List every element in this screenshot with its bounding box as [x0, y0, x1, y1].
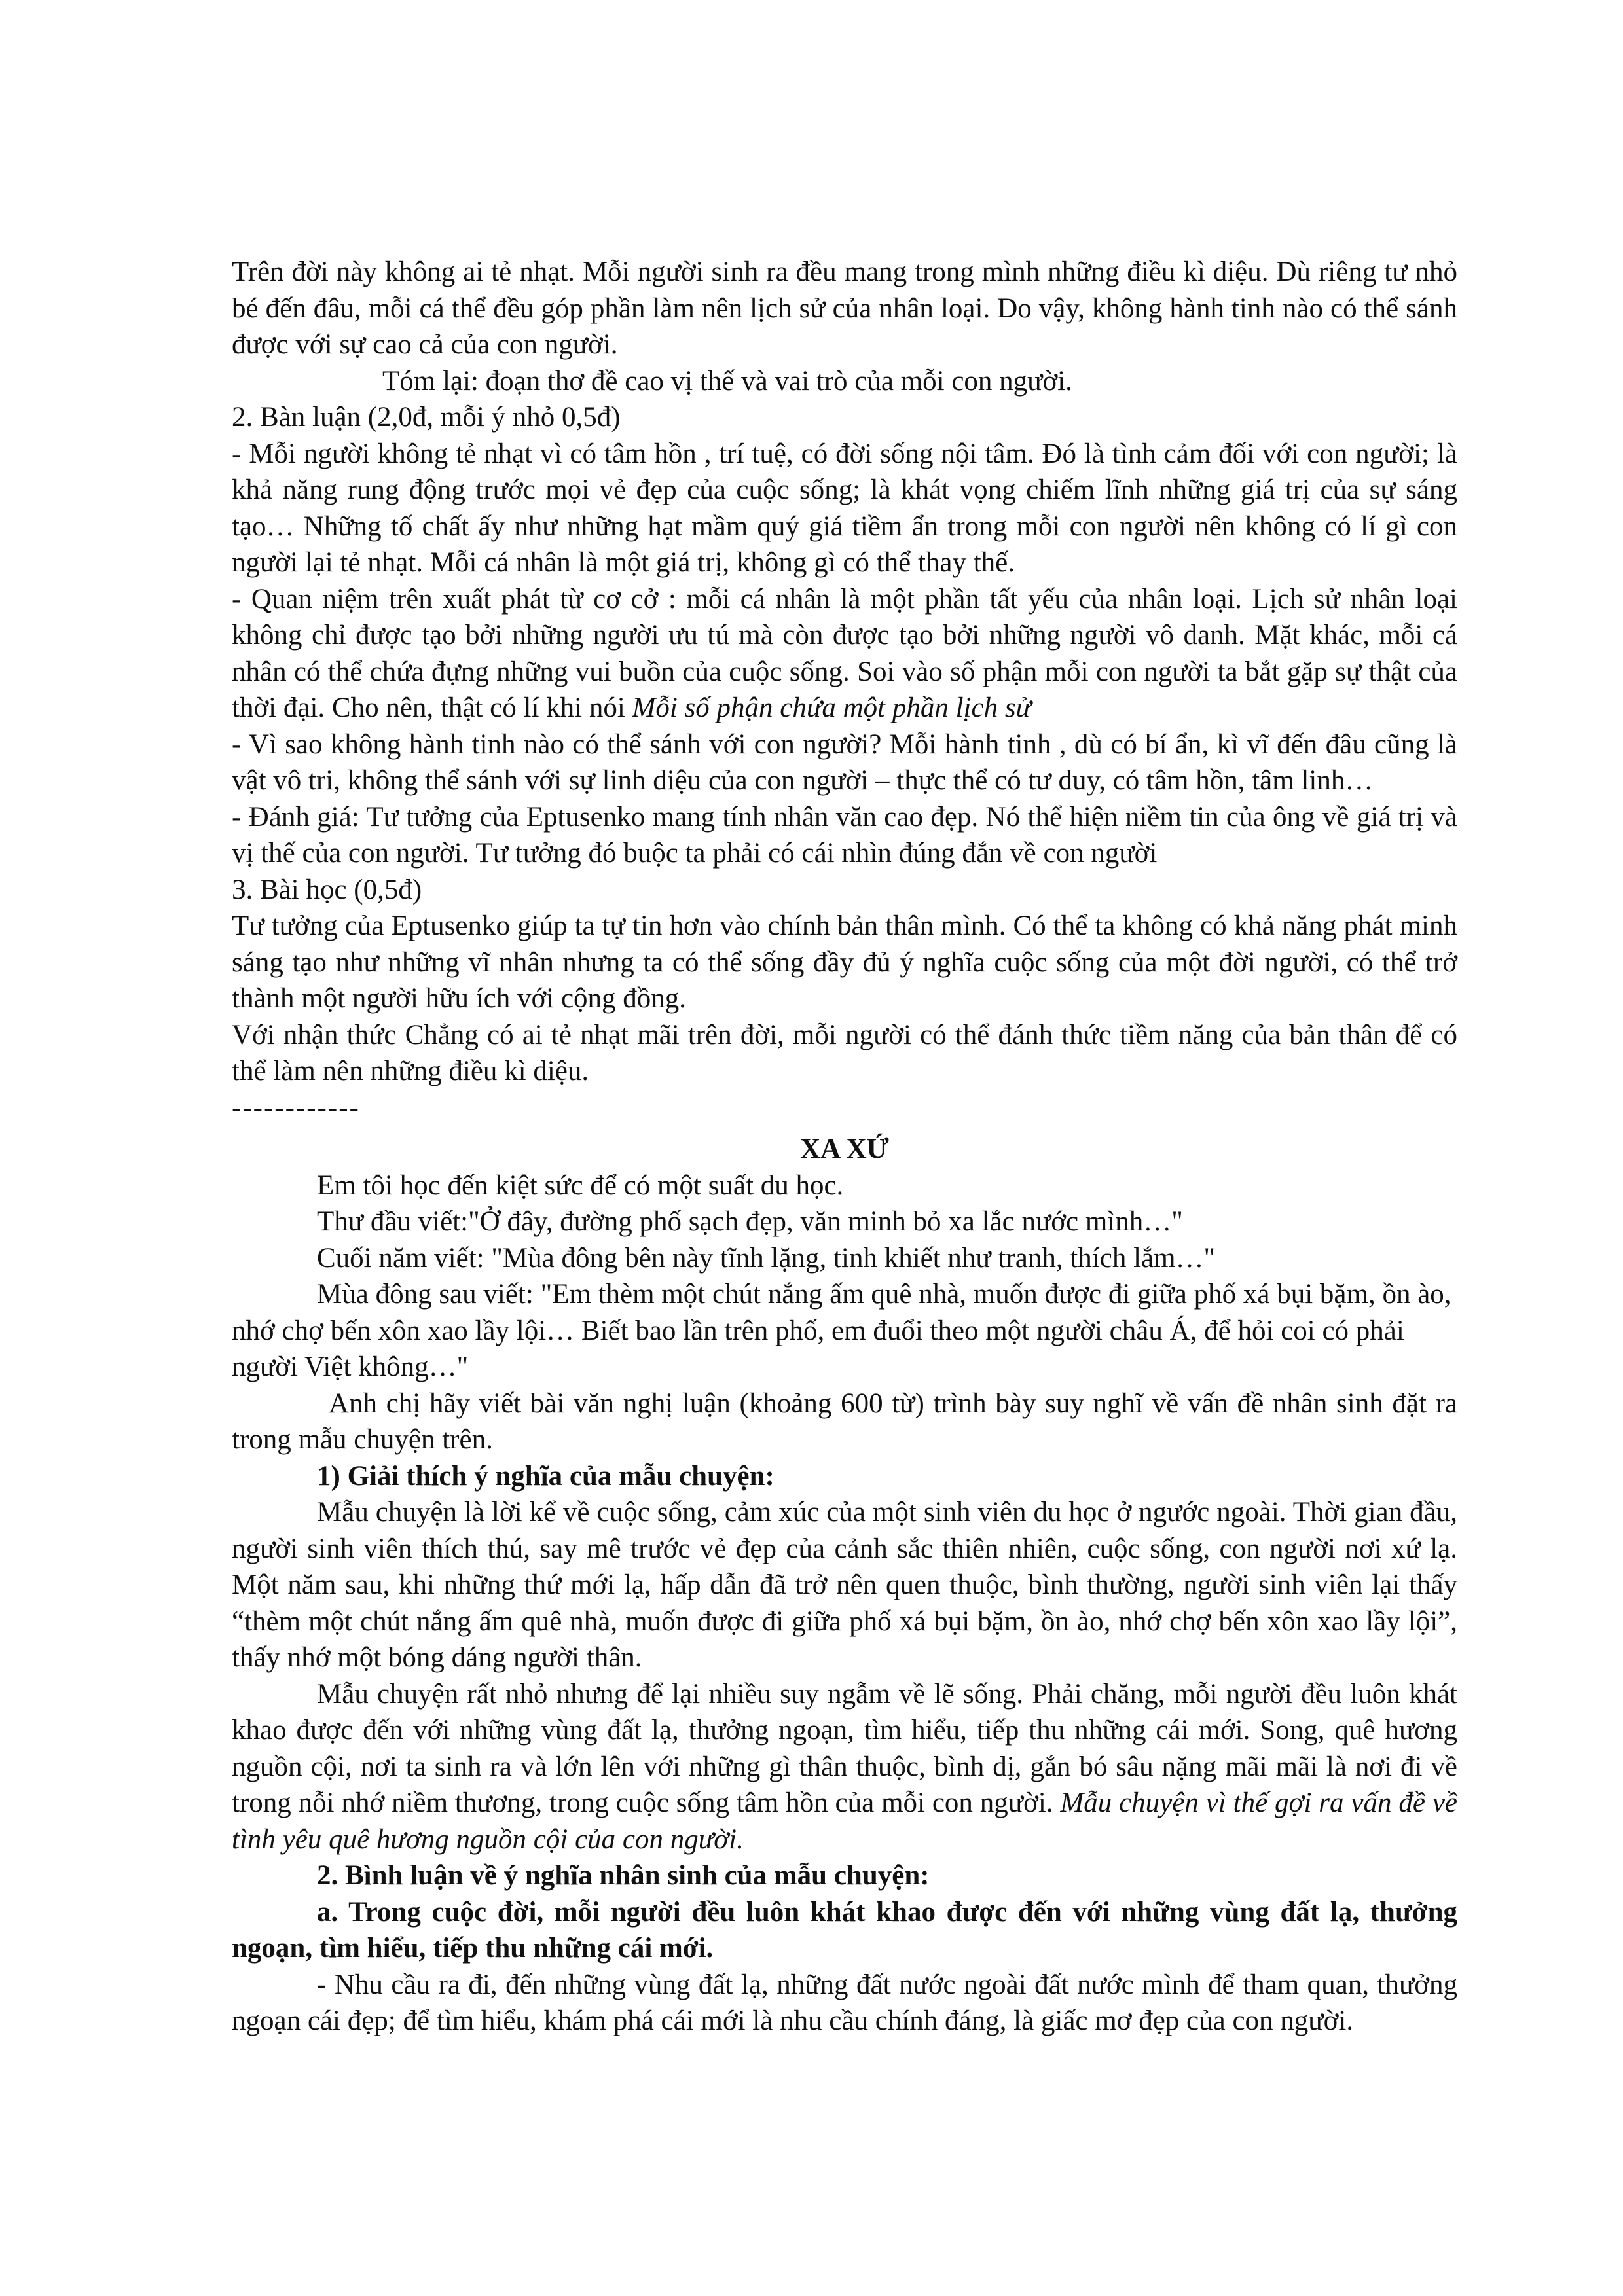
discussion-point-2-text: - Quan niệm trên xuất phát từ cơ cở : mỗi cá nhân là một phần tất yếu của nhân loại. Lịch sử nhân loại không chỉ được tạo bởi những người ưu tú mà còn được tạo bởi những người vô danh. Mặt khác, mỗi cá nhân có thể chứa đựng những vui buồn của cuộc sống. Soi vào số phận mỗi con người ta bắt gặp sự thật của thời đại. Cho nên, thật có lí khi nói — [232, 583, 1457, 723]
heading-explain: 1) Giải thích ý nghĩa của mẫu chuyện: — [317, 1460, 775, 1492]
story-line-2: Thư đầu viết:"Ở đây, đường phố sạch đẹp, văn minh bỏ xa lắc nước mình…" — [317, 1206, 1183, 1237]
story-title: XA XỨ — [800, 1134, 889, 1164]
story-line-1: Em tôi học đến kiệt sức để có một suất du học. — [317, 1170, 844, 1201]
discussion-point-2-quote: Mỗi số phận chứa một phần lịch sử — [632, 692, 1032, 723]
discussion-heading: 2. Bàn luận (2,0đ, mỗi ý nhỏ 0,5đ) — [232, 402, 621, 433]
lesson-heading: 3. Bài học (0,5đ) — [232, 874, 422, 905]
story-line-3: Cuối năm viết: "Mùa đông bên này tĩnh lặng, tinh khiết như tranh, thích lắm…" — [317, 1242, 1216, 1274]
heading-discuss-a: a. Trong cuộc đời, mỗi người đều luôn khát khao được đến với những vùng đất lạ, thưởng ngoạn, tìm hiểu, tiếp thu những cái mới. — [232, 1896, 1457, 1964]
discussion-point-1: - Mỗi người không tẻ nhạt vì có tâm hồn , trí tuệ, có đời sống nội tâm. Đó là tình cảm đối với con người; là khả năng rung động trước mọi vẻ đẹp của cuộc sống; là khát vọng chiếm lĩnh những giá trị của sự sáng tạo… Những tố chất ấy như những hạt mầm quý giá tiềm ẩn trong mỗi con người nên không có lí gì con người lại tẻ nhạt. Mỗi cá nhân là một giá trị, không gì có thể thay thế. — [232, 438, 1457, 578]
explain-paragraph-2-italic: Mẫu chuyện vì thế gợi ra vấn đề về tình yêu quê hương nguồn cội của con người. — [232, 1787, 1457, 1855]
document-body — [232, 254, 1457, 2039]
discussion-point-2 — [232, 581, 1457, 726]
explain-paragraph-1: Mẫu chuyện là lời kể về cuộc sống, cảm xúc của một sinh viên du học ở ngước ngoài. Thời gian đầu, người sinh viên thích thú, say mê trước vẻ đẹp của cảnh sắc thiên nhiên, cuộc sống, con người nơi xứ lạ. Một năm sau, khi những thứ mới lạ, hấp dẫn đã trở nên quen thuộc, bình thường, người sinh viên lại thấy “thèm một chút nắng ấm quê nhà, muốn được đi giữa phố xá bụi bặm, ồn ào, nhớ chợ bến xôn xao lầy lội”, thấy nhớ một bóng dáng người thân. — [232, 1497, 1457, 1673]
discuss-paragraph-1 — [232, 1967, 1457, 2039]
summary-line: Tóm lại: đoạn thơ đề cao vị thế và vai trò của mỗi con người. — [382, 365, 1072, 397]
heading-discuss: 2. Bình luận về ý nghĩa nhân sinh của mẫu chuyện: — [317, 1860, 930, 1891]
discuss-dash: - — [317, 1969, 335, 2000]
lesson-paragraph-1: Tư tưởng của Eptusenko giúp ta tự tin hơn vào chính bản thân mình. Có thể ta không có khả năng phát minh sáng tạo như những vĩ nhân nhưng ta có thể sống đầy đủ ý nghĩa cuộc sống của một đời người, có thể trở thành một người hữu ích với cộng đồng. — [232, 910, 1457, 1014]
lesson-paragraph-2: Với nhận thức Chẳng có ai tẻ nhạt mãi trên đời, mỗi người có thể đánh thức tiềm năng của bản thân để có thể làm nên những điều kì diệu. — [232, 1019, 1457, 1086]
discuss-paragraph-1-text: Nhu cầu ra đi, đến những vùng đất lạ, những đất nước ngoài đất nước mình để tham quan, thưởng ngoạn cái đẹp; để tìm hiểu, khám phá cái mới là nhu cầu chính đáng, là giấc mơ đẹp của con người. — [232, 1969, 1457, 2036]
story-block — [232, 1168, 1457, 1386]
intro-paragraph: Trên đời này không ai tẻ nhạt. Mỗi người sinh ra đều mang trong mình những điều kì diệu. Dù riêng tư nhỏ bé đến đâu, mỗi cá thể đều góp phần làm nên lịch sử của nhân loại. Do vậy, không hành tinh nào có thể sánh được với sự cao cả của con người. — [232, 257, 1457, 360]
essay-prompt: Anh chị hãy viết bài văn nghị luận (khoảng 600 từ) trình bày suy nghĩ về vấn đề nhân sinh đặt ra trong mẫu chuyện trên. — [232, 1388, 1457, 1455]
section-divider: ------------ — [232, 1092, 360, 1123]
discussion-point-4: - Đánh giá: Tư tưởng của Eptusenko mang tính nhân văn cao đẹp. Nó thể hiện niềm tin của ông về giá trị và vị thế của con người. Tư tưởng đó buộc ta phải có cái nhìn đúng đắn về con người — [232, 801, 1457, 869]
discussion-point-3: - Vì sao không hành tinh nào có thể sánh với con người? Mỗi hành tinh , dù có bí ẩn, kì vĩ đến đâu cũng là vật vô tri, không thể sánh với sự linh diệu của con người – thực thể có tư duy, có tâm hồn, tâm linh… — [232, 728, 1457, 796]
story-line-4: Mùa đông sau viết: "Em thèm một chút nắng ấm quê nhà, muốn được đi giữa phố xá bụi bặm, ồn ào, nhớ chợ bến xôn xao lầy lội… Biết bao lần trên phố, em đuổi theo một người châu Á, để hỏi coi có phải người Việt không…" — [232, 1279, 1451, 1382]
explain-paragraph-2 — [232, 1676, 1457, 1858]
explain-paragraph-2-text: Mẫu chuyện rất nhỏ nhưng để lại nhiều suy ngẫm về lẽ sống. Phải chăng, mỗi người đều luôn khát khao được đến với những vùng đất lạ, thưởng ngoạn, tìm hiểu, tiếp thu những cái mới. Song, quê hương nguồn cội, nơi ta sinh ra và lớn lên với những gì thân thuộc, bình dị, gắn bó sâu nặng mãi mãi là nơi đi về trong nỗi nhớ niềm thương, trong cuộc sống tâm hồn của mỗi con người. — [232, 1678, 1457, 1818]
